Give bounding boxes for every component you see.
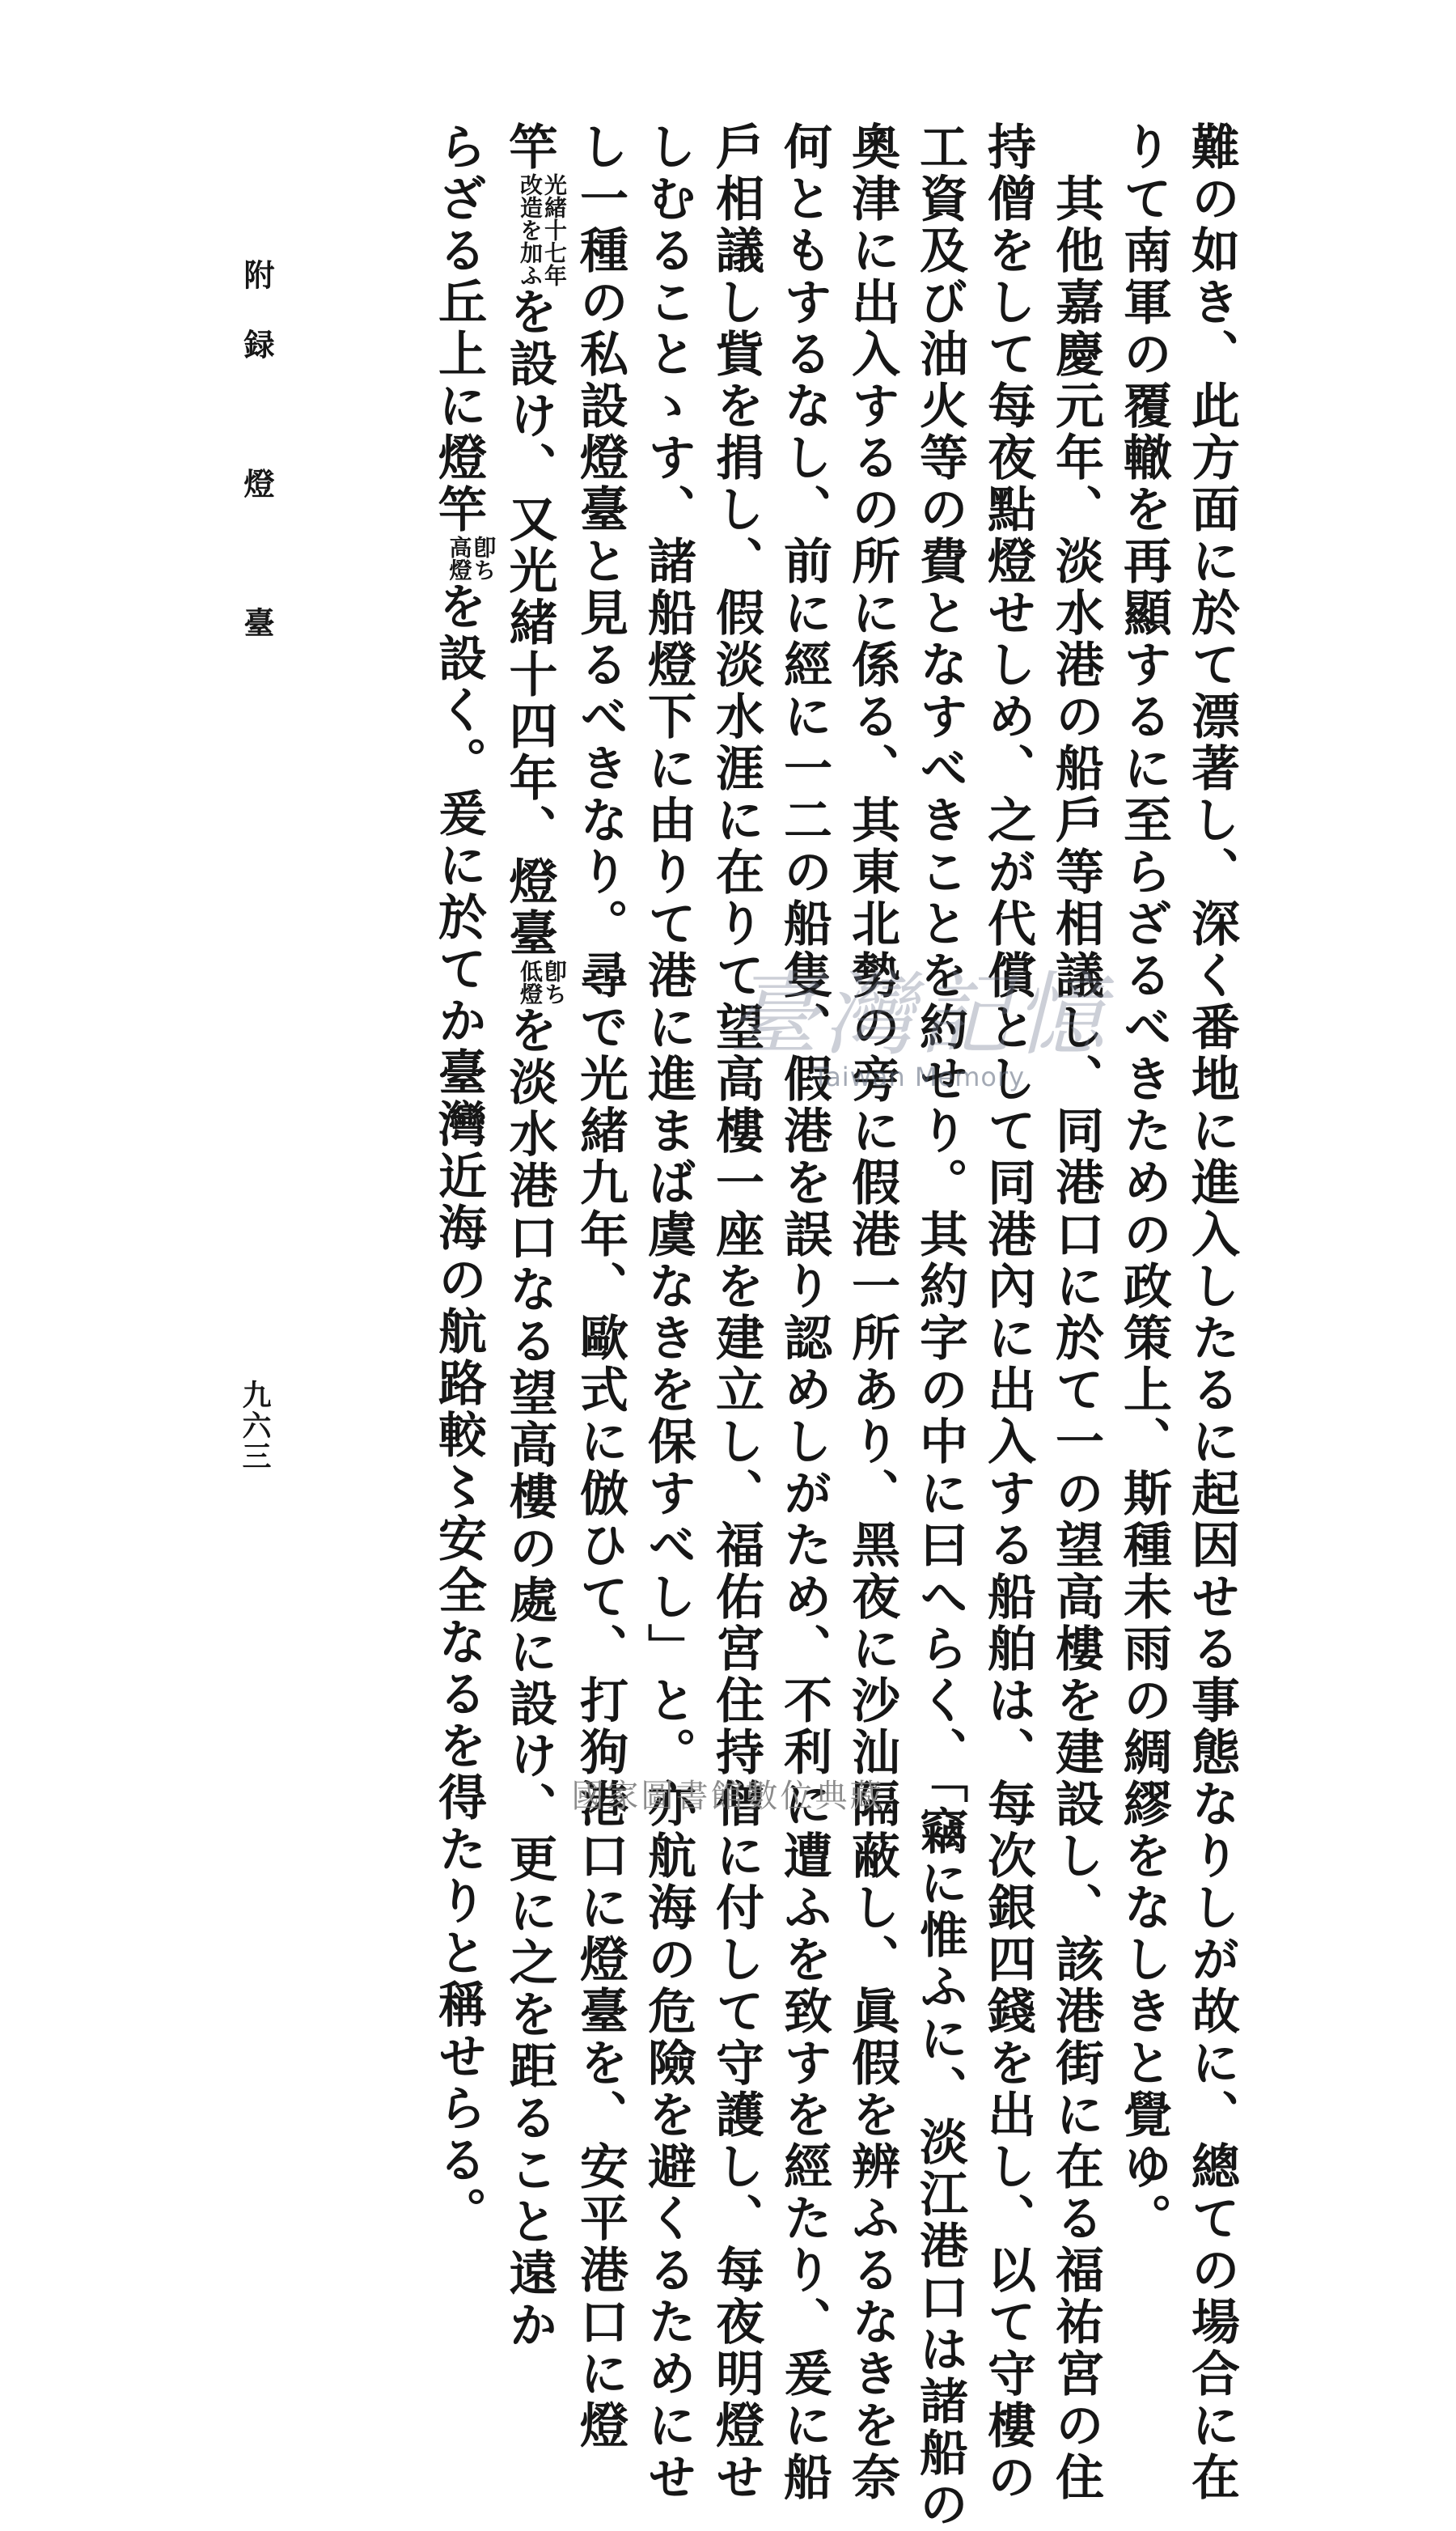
interlinear-note (518, 960, 566, 1005)
text-column: 工資及び油火等の費となすべきことを約せり。其約字の中に曰へらく、「竊に惟ふに、淡江港口は諸船の (912, 121, 968, 2531)
footer-credit: 國家圖書館數位典藏 (571, 1778, 885, 1815)
text-column-with-notes (425, 121, 497, 2238)
note-line: 改造を加ふ (517, 173, 544, 286)
text-segment: を設く。爰に於てか臺灣近海の航路較〻安全なるを得たりと稱せらる。 (430, 581, 487, 2238)
note-line: 卽ち (470, 536, 497, 581)
watermark-subtitle: Taiwan Memory (812, 1062, 1026, 1092)
text-column: 何ともするなし、前に經に一二の船隻、假港を誤り認めしがため、不利に遭ふを致すを經たり、爰に船 (776, 121, 832, 2503)
text-column: し一種の私設燈臺と見るべきなり。尋で光緒九年、歐式に倣ひて、打狗港口に燈臺を、安平港口に燈 (572, 121, 629, 2452)
interlinear-note (518, 173, 566, 286)
note-line: 高燈 (446, 536, 473, 581)
text-column: 其他嘉慶元年、淡水港の船戶等相議し、同港口に於て一の望高樓を建設し、該港街に在る福祐宮の住 (1048, 173, 1104, 2503)
running-header: 附録 燈 臺 (239, 259, 275, 676)
note-line: 卽ち (541, 960, 568, 1005)
text-column: 戶相議し貲を捐し、假淡水涯に在りて望高樓一座を建立し、福佑宮住持僧に付して守護し、每夜明燈せ (708, 121, 764, 2503)
text-segment: を設け、又光緒十四年、燈臺 (501, 286, 558, 960)
text-segment: を淡水港口なる望高樓の處に設け、更に之を距ること遠か (501, 1005, 558, 2351)
text-column: しむることゝす、諸船燈下に由りて港に進まば虞なきを保すべし」と。亦航海の危險を避くるためにせ (640, 121, 696, 2503)
text-column: りて南軍の覆轍を再顯するに至らざるべきための政策上、斯種未雨の綢繆をなしきと覺ゆ。 (1115, 121, 1172, 2245)
text-segment: 竿 (501, 121, 558, 173)
text-column: 難の如き、此方面に於て漂著し、深く番地に進入したるに起因せる事態なりしが故に、總ての場合に在 (1183, 121, 1240, 2503)
text-column: 奧津に出入するの所に係る、其東北勢の旁に假港一所あり、黑夜に沙汕隔蔽し、眞假を辨ふるなきを奈 (844, 121, 900, 2503)
interlinear-note (447, 536, 496, 581)
note-line: 低燈 (517, 960, 544, 1005)
text-column-with-notes (496, 121, 568, 2351)
watermark-text: 臺灣記憶 (728, 963, 1110, 1068)
text-segment: らざる丘上に燈竿 (430, 121, 487, 536)
page-number: 九六三 (238, 1380, 272, 1472)
text-column: 持僧をして每夜點燈せしめ、之が代償として同港內に出入する船舶は、每次銀四錢を出し、以て守樓の (980, 121, 1036, 2503)
note-line: 光緒十七年 (541, 173, 568, 286)
